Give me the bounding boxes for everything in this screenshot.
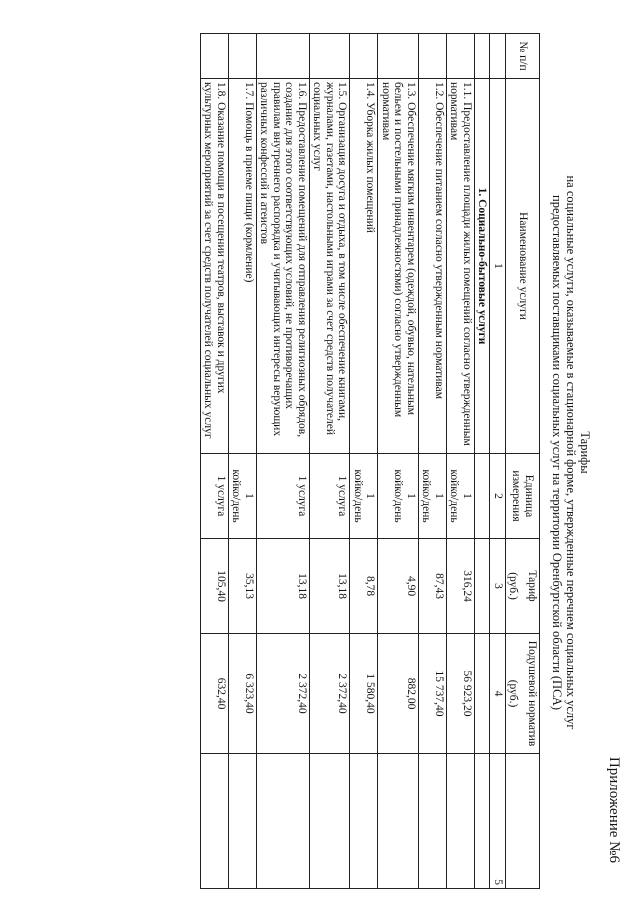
col-number-empty: [490, 34, 506, 79]
header-number: № п/п: [506, 34, 540, 79]
norm-value: 15 737,40: [419, 634, 447, 754]
row-number-cell: [257, 34, 310, 79]
tariff-value: 87,43: [419, 539, 447, 634]
section-cell: [475, 454, 491, 539]
unit-type: 1 услуга: [296, 475, 308, 517]
header-unit: Единица измерения: [506, 454, 540, 539]
row-number-cell: [229, 34, 257, 79]
service-name: 1.2. Обеспечение питанием согласно утвержденным нормативам: [419, 79, 447, 454]
table-row: [229, 34, 257, 889]
title-line-1: Тарифы: [578, 431, 592, 474]
col-number-2: 2: [490, 454, 506, 539]
unit-cell: [229, 454, 257, 539]
unit-quantity: 1: [461, 493, 473, 499]
norm-value: 882,00: [378, 634, 419, 754]
unit-cell: [419, 454, 447, 539]
extra-cell: [257, 754, 310, 889]
row-number-cell: [378, 34, 419, 79]
unit-cell: [310, 454, 351, 539]
unit-type: 1 услуга: [215, 475, 227, 517]
service-name: 1.4. Уборка жилых помещений: [350, 79, 378, 454]
tariff-value: 13,18: [310, 539, 351, 634]
table-row: [257, 34, 310, 889]
header-norm-unit: (руб.): [507, 679, 520, 708]
unit-type: койко/день: [352, 469, 364, 523]
unit-quantity: 1: [405, 493, 417, 499]
unit-type: койко/день: [392, 469, 405, 523]
service-name: 1.1. Предоставление площади жилых помещений согласно утвержденным нормативам: [447, 79, 475, 454]
service-name: 1.7. Помощь в приеме пищи (кормление): [229, 79, 257, 454]
service-name: 1.6. Предоставление помещений для отправления религиозных обрядов, создание для этого соответствующих условий, не противоречащих правилам внутреннего распорядка и учитывающих интересы верующих различных конфессий и атеистов: [257, 79, 310, 454]
norm-value: 2 372,40: [310, 634, 351, 754]
unit-type: койко/день: [420, 469, 433, 523]
unit-cell: [350, 454, 378, 539]
header-extra: [506, 754, 540, 889]
norm-value: 6 323,40: [229, 634, 257, 754]
col-number-4: 4: [490, 634, 506, 754]
tariff-value: 35,13: [229, 539, 257, 634]
col-number-3: 3: [490, 539, 506, 634]
section-cell: [475, 634, 491, 754]
table-row: [378, 34, 419, 889]
service-name: 1.5. Организация досуга и отдыха, в том числе обеспечение книгами, журналами, газетами, настольными играми за счет средств получателей социальных услуг: [310, 79, 351, 454]
service-name: 1.3. Обеспечение мягким инвентарем (одеждой, обувью, нательным бельем и постельными принадлежностями) согласно утвержденным нормативам: [378, 79, 419, 454]
unit-type: 1 услуга: [336, 475, 349, 517]
header-norm-label: Подушевой норматив: [526, 640, 538, 747]
unit-quantity: 1: [433, 493, 445, 499]
row-number-cell: [419, 34, 447, 79]
header-tariff-unit: (руб.): [507, 572, 520, 600]
unit-type: койко/день: [230, 469, 243, 523]
section-cell: [475, 754, 491, 889]
unit-quantity: 1: [364, 493, 377, 499]
column-number-row: [490, 34, 506, 889]
header-tariff: [506, 539, 540, 634]
tariff-value: 8,78: [350, 539, 378, 634]
section-row: [475, 34, 491, 889]
table-row: [310, 34, 351, 889]
extra-cell: [350, 754, 378, 889]
title-line-3: предоставляемых поставщиками социальных услуг на территории Оренбургской области (ПСА): [550, 195, 564, 710]
extra-cell: [447, 754, 475, 889]
unit-cell: [201, 454, 229, 539]
unit-cell: [378, 454, 419, 539]
table-header-row: [506, 34, 540, 889]
tariff-value: 316,24: [447, 539, 475, 634]
tariff-value: 13,18: [257, 539, 310, 634]
unit-quantity: 1: [243, 493, 255, 499]
extra-cell: [229, 754, 257, 889]
section-title: 1. Социально-бытовые услуги: [475, 79, 491, 454]
header-name: Наименование услуги: [506, 79, 540, 454]
unit-cell: [447, 454, 475, 539]
norm-value: 1 580,40: [350, 634, 378, 754]
table-row: [201, 34, 229, 889]
appendix-label: Приложение №6: [606, 756, 622, 863]
col-number-1: 1: [490, 79, 506, 454]
extra-cell: [310, 754, 351, 889]
tariff-value: 105,40: [201, 539, 229, 634]
extra-cell: [419, 754, 447, 889]
extra-cell: [201, 754, 229, 889]
section-empty: [475, 34, 491, 79]
norm-value: 56 923,20: [447, 634, 475, 754]
table-row: [419, 34, 447, 889]
extra-cell: [378, 754, 419, 889]
service-name: 1.8. Оказание помощи в посещении театров, выставок и других культурных мероприятий за счет средств получателей социальных услуг: [201, 79, 229, 454]
row-number-cell: [201, 34, 229, 79]
title-line-2: на социальные услуги, оказываемые в стационарной форме, утвержденные перечнем социальных услуг: [564, 175, 578, 730]
row-number-cell: [310, 34, 351, 79]
document-title: [550, 60, 592, 845]
section-cell: [475, 539, 491, 634]
norm-value: 2 372,40: [257, 634, 310, 754]
row-number-cell: [447, 34, 475, 79]
table-row: [447, 34, 475, 889]
unit-cell: [257, 454, 310, 539]
header-norm: [506, 634, 540, 754]
unit-type: койко/день: [448, 469, 461, 523]
tariff-table: [200, 33, 540, 889]
norm-value: 632,40: [201, 634, 229, 754]
col-number-5: 5: [490, 754, 506, 889]
tariff-value: 4,90: [378, 539, 419, 634]
row-number-cell: [350, 34, 378, 79]
header-tariff-label: Тариф: [526, 570, 538, 602]
table-row: [350, 34, 378, 889]
